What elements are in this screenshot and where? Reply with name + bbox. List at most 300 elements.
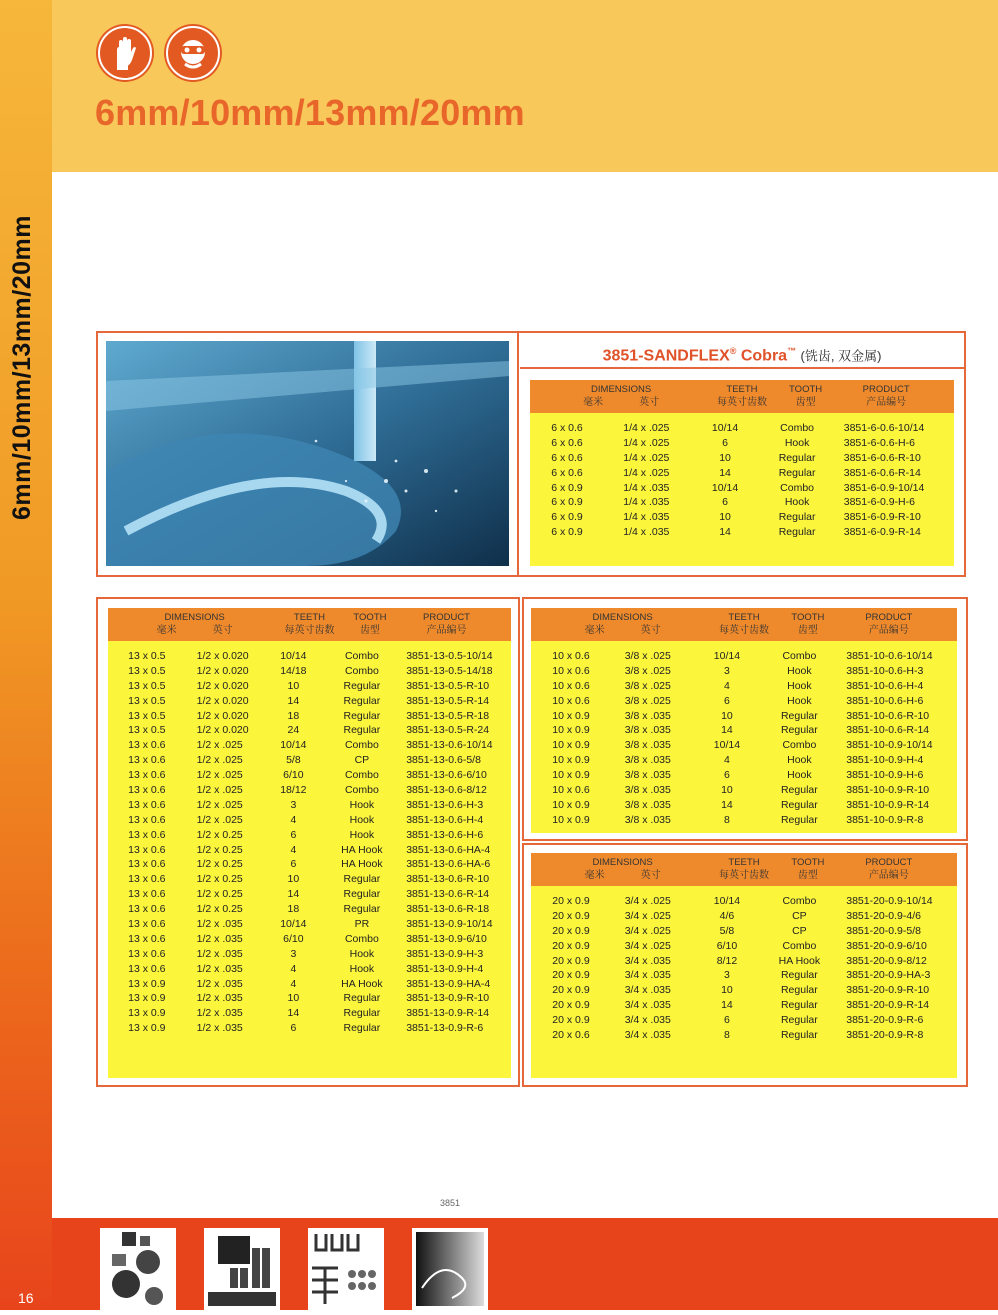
table-cell: 3851-10-0.9-R-14 — [846, 798, 930, 811]
table-cell: 4 — [724, 679, 730, 692]
table-row — [531, 1028, 957, 1043]
table-cell: Regular — [778, 526, 816, 539]
column-header-tooth — [346, 611, 394, 637]
table-cell: 3/8 x .035 — [624, 798, 671, 811]
table-cell: 3851-13-0.6-H-3 — [406, 798, 484, 811]
spec-table-t20 — [531, 853, 957, 1078]
column-label: PRODUCT — [865, 612, 913, 623]
table-cell: 10 — [719, 511, 731, 524]
table-cell: 13 x 0.6 — [128, 903, 166, 916]
table-row — [531, 723, 957, 738]
table-body — [530, 413, 954, 540]
table-cell: 3851-6-0.6-R-10 — [843, 451, 921, 464]
table-cell: 3/4 x .035 — [624, 999, 671, 1012]
table-cell: 1/4 x .025 — [623, 436, 670, 449]
table-row — [108, 679, 511, 694]
table-cell: 3851-20-0.9-HA-3 — [846, 969, 931, 982]
table-cell: 13 x 0.6 — [128, 813, 166, 826]
table-cell: 6/10 — [283, 932, 304, 945]
table-cell: Regular — [780, 1029, 818, 1042]
table-cell: 3/8 x .025 — [624, 650, 671, 662]
table-cell: Regular — [780, 969, 818, 982]
table-cell: Regular — [343, 679, 381, 692]
table-cell: 13 x 0.6 — [128, 858, 166, 871]
column-label-mm: 毫米 — [156, 625, 177, 636]
table-cell: CP — [792, 924, 807, 937]
table-row — [531, 783, 957, 798]
table-cell: 13 x 0.9 — [128, 1007, 166, 1020]
table-cell: 3851-13-0.6-R-18 — [406, 903, 490, 916]
column-label-mm: 毫米 — [584, 625, 605, 636]
table-row — [108, 977, 511, 992]
table-cell: 3851-13-0.9-HA-4 — [406, 977, 491, 990]
column-header-dimensions — [551, 383, 691, 409]
table-cell: 13 x 0.5 — [128, 724, 166, 737]
table-cell: 1/4 x .035 — [623, 481, 670, 494]
table-cell: 6 x 0.9 — [551, 481, 583, 494]
table-row — [108, 694, 511, 709]
table-cell: 10 — [721, 984, 733, 997]
table-cell: 10/14 — [280, 918, 307, 931]
spec-table-t6 — [530, 380, 954, 566]
table-cell: 10 — [287, 992, 300, 1005]
trademark-mark: ™ — [787, 346, 797, 356]
table-cell: 3851-6-0.9-H-6 — [843, 496, 915, 509]
table-cell: 1/2 x .035 — [196, 1007, 243, 1020]
product-title-sub: Cobra — [736, 347, 788, 365]
table-cell: HA Hook — [341, 843, 383, 856]
table-cell: 3/4 x .035 — [624, 1029, 671, 1042]
table-cell: 13 x 0.6 — [128, 754, 166, 767]
table-header — [531, 608, 957, 641]
column-label: DIMENSIONS — [164, 612, 225, 623]
table-cell: Regular — [780, 709, 818, 722]
table-cell: 1/2 x .035 — [196, 1022, 243, 1035]
table-cell: 13 x 0.9 — [128, 1022, 166, 1035]
table-cell: 3851-6-0.6-H-6 — [843, 436, 915, 449]
table-cell: Regular — [343, 1007, 381, 1020]
table-row — [108, 723, 511, 738]
table-cell: 3851-6-0.9-R-14 — [843, 526, 921, 539]
table-cell: 13 x 0.9 — [128, 992, 166, 1005]
table-cell: 3851-10-0.6-R-14 — [846, 724, 930, 737]
table-cell: 20 x 0.9 — [552, 954, 590, 967]
table-cell: 13 x 0.6 — [128, 798, 166, 811]
table-cell: 1/2 x 0.25 — [196, 873, 243, 886]
table-cell: 13 x 0.5 — [128, 709, 166, 722]
table-cell: 3851-13-0.6-H-4 — [406, 813, 484, 826]
table-row — [531, 909, 957, 924]
table-cell: 13 x 0.6 — [128, 947, 166, 960]
table-row — [531, 798, 957, 813]
table-row — [108, 902, 511, 917]
table-cell: Hook — [787, 694, 812, 707]
table-cell: 10 x 0.6 — [552, 650, 590, 662]
table-cell: 20 x 0.9 — [552, 969, 590, 982]
table-cell: 4 — [290, 843, 297, 856]
table-cell: Regular — [778, 466, 816, 479]
goggles-icon — [166, 26, 220, 80]
table-cell: 3851-20-0.9-4/6 — [846, 909, 921, 922]
table-cell: 10 — [287, 679, 300, 692]
table-cell: 3851-13-0.5-R-10 — [406, 679, 490, 692]
table-cell: 1/4 x .025 — [623, 451, 670, 464]
table-row — [108, 798, 511, 813]
table-cell: 3851-6-0.6-10/14 — [843, 422, 925, 434]
table-cell: 3851-10-0.9-R-10 — [846, 784, 930, 797]
table-cell: 3851-13-0.6-H-6 — [406, 828, 484, 841]
column-label: DIMENSIONS — [592, 857, 653, 868]
column-label: TOOTH — [791, 857, 825, 868]
column-label-cn: 齿型 — [795, 397, 816, 408]
column-header-tooth — [780, 383, 831, 409]
table-cell: 6 x 0.6 — [551, 451, 583, 464]
table-row — [108, 753, 511, 768]
table-cell: 20 x 0.9 — [552, 984, 590, 997]
table-cell: 3851-13-0.6-R-10 — [406, 873, 490, 886]
product-title — [520, 333, 964, 369]
table-cell: 10 x 0.6 — [552, 694, 590, 707]
table-cell: 3851-13-0.6-6/10 — [406, 769, 487, 782]
table-cell: 6 x 0.6 — [551, 422, 583, 434]
table-cell: HA Hook — [341, 858, 383, 871]
table-cell: 3851-20-0.9-5/8 — [846, 924, 921, 937]
table-cell: 3/4 x .025 — [624, 895, 671, 907]
column-label-cn: 每英寸齿数 — [284, 625, 335, 636]
table-cell: Hook — [787, 754, 812, 767]
table-row — [531, 813, 957, 828]
column-label: TEETH — [726, 384, 758, 395]
table-cell: 20 x 0.9 — [552, 895, 590, 907]
table-cell: Regular — [780, 1014, 818, 1027]
column-label: DIMENSIONS — [591, 384, 652, 395]
table-cell: 18 — [287, 709, 300, 722]
table-cell: 3851-13-0.6-R-14 — [406, 888, 490, 901]
table-cell: Combo — [344, 650, 379, 662]
table-cell: 3/4 x .025 — [624, 939, 671, 952]
table-cell: 6 — [290, 828, 297, 841]
bandsaw-photo — [106, 341, 509, 566]
table-cell: 3/8 x .035 — [624, 754, 671, 767]
headline: 6mm/10mm/13mm/20mm — [95, 92, 525, 133]
table-cell: 20 x 0.6 — [552, 1029, 590, 1042]
table-cell: 1/2 x 0.020 — [196, 724, 249, 737]
table-cell: 10/14 — [713, 895, 741, 907]
table-cell: 3851-10-0.6-H-6 — [846, 694, 924, 707]
table-cell: 13 x 0.5 — [128, 694, 166, 707]
table-cell: 18/12 — [280, 784, 307, 797]
table-row — [530, 481, 954, 496]
table-cell: 6 — [722, 496, 728, 509]
table-cell: 3/4 x .035 — [624, 1014, 671, 1027]
table-cell: 1/2 x .035 — [196, 977, 243, 990]
table-cell: 10 x 0.9 — [552, 769, 590, 782]
page-number: 16 — [18, 1290, 34, 1306]
column-header-product — [829, 611, 948, 637]
table-cell: Regular — [780, 984, 818, 997]
table-cell: 13 x 0.6 — [128, 843, 166, 856]
table-cell: 10 — [721, 709, 733, 722]
table-row — [531, 753, 957, 768]
table-cell: Regular — [780, 999, 818, 1012]
table-cell: 6 — [724, 694, 730, 707]
side-title: 6mm/10mm/13mm/20mm — [8, 215, 36, 520]
table-cell: 3/8 x .035 — [624, 739, 671, 752]
table-cell: Combo — [344, 739, 379, 752]
table-row — [108, 917, 511, 932]
column-label-cn: 齿型 — [359, 625, 380, 636]
table-row — [531, 694, 957, 709]
table-cell: Combo — [782, 939, 817, 952]
table-cell: 3/8 x .025 — [624, 694, 671, 707]
column-header-product — [390, 611, 503, 637]
table-cell: 3 — [724, 664, 730, 677]
table-cell: 3851-13-0.9-R-10 — [406, 992, 490, 1005]
table-cell: 10 — [719, 451, 731, 464]
table-cell: 1/2 x 0.25 — [196, 858, 243, 871]
table-cell: 3851-20-0.9-R-10 — [846, 984, 930, 997]
table-cell: 3851-20-0.9-R-8 — [846, 1029, 924, 1042]
table-row — [531, 998, 957, 1013]
table-cell: 3851-13-0.5-14/18 — [406, 664, 493, 677]
table-row — [531, 1013, 957, 1028]
table-cell: Combo — [344, 769, 379, 782]
table-cell: 13 x 0.6 — [128, 784, 166, 797]
table-cell: 3851-13-0.6-HA-6 — [406, 858, 491, 871]
column-label: TEETH — [728, 857, 760, 868]
table-cell: 1/2 x .035 — [196, 918, 243, 931]
table-cell: 3851-10-0.6-R-10 — [846, 709, 930, 722]
column-header-product — [827, 383, 946, 409]
table-cell: Regular — [343, 888, 381, 901]
table-row — [531, 709, 957, 724]
column-header-teeth — [691, 383, 793, 409]
table-cell: 10 x 0.9 — [552, 724, 590, 737]
table-cell: 1/2 x 0.25 — [196, 903, 243, 916]
table-cell: 3851-13-0.6-10/14 — [406, 739, 493, 752]
table-row — [531, 968, 957, 983]
table-cell: 6 — [290, 1022, 297, 1035]
table-cell: 14/18 — [280, 664, 307, 677]
table-cell: 1/2 x 0.25 — [196, 888, 243, 901]
table-cell: 3851-20-0.9-8/12 — [846, 954, 927, 967]
table-cell: 1/2 x 0.25 — [196, 828, 243, 841]
table-cell: 10 x 0.9 — [552, 739, 590, 752]
table-cell: 14 — [287, 1007, 300, 1020]
table-row — [531, 738, 957, 753]
table-cell: 13 x 0.6 — [128, 888, 166, 901]
table-cell: Regular — [343, 1022, 381, 1035]
table-cell: 3/4 x .025 — [624, 924, 671, 937]
column-label-cn: 产品编号 — [426, 625, 467, 636]
table-cell: 3851-20-0.9-R-6 — [846, 1014, 924, 1027]
table-cell: 3/8 x .035 — [624, 709, 671, 722]
table-cell: 1/2 x .025 — [196, 769, 243, 782]
table-body — [531, 886, 957, 1043]
table-cell: Regular — [343, 724, 381, 737]
table-cell: Regular — [780, 784, 818, 797]
table-row — [108, 872, 511, 887]
table-cell: 3/8 x .035 — [624, 784, 671, 797]
table-cell: 10 x 0.6 — [552, 784, 590, 797]
column-label-inch: 英寸 — [212, 625, 233, 636]
column-label: DIMENSIONS — [592, 612, 653, 623]
table-cell: Regular — [780, 798, 818, 811]
table-row — [108, 1021, 511, 1036]
table-cell: 1/2 x 0.020 — [196, 709, 249, 722]
column-label-inch: 英寸 — [640, 625, 661, 636]
table-cell: 13 x 0.6 — [128, 739, 166, 752]
table-cell: 3851-6-0.9-10/14 — [843, 481, 925, 494]
table-cell: Combo — [344, 784, 379, 797]
table-cell: Combo — [780, 422, 815, 434]
table-cell: Hook — [349, 828, 375, 841]
table-cell: CP — [792, 909, 807, 922]
table-cell: 3851-13-0.6-8/12 — [406, 784, 487, 797]
table-cell: 1/4 x .035 — [623, 511, 670, 524]
footer-code: 3851 — [440, 1198, 461, 1208]
table-cell: 24 — [287, 724, 300, 737]
column-label: PRODUCT — [423, 612, 470, 623]
table-cell: 14 — [287, 888, 300, 901]
table-cell: 3851-20-0.9-6/10 — [846, 939, 927, 952]
table-row — [108, 1006, 511, 1021]
chips-pattern-icon — [100, 1228, 176, 1310]
table-row — [108, 857, 511, 872]
column-label-cn: 每英寸齿数 — [718, 625, 769, 636]
table-cell: 3851-10-0.9-H-6 — [846, 769, 924, 782]
table-cell: 10/14 — [711, 422, 739, 434]
table-row — [531, 649, 957, 664]
table-cell: 3851-13-0.9-H-3 — [406, 947, 484, 960]
table-cell: 3851-10-0.9-H-4 — [846, 754, 924, 767]
structural-profiles-pattern-icon — [308, 1228, 384, 1310]
table-cell: 1/2 x 0.020 — [196, 679, 249, 692]
table-cell: 13 x 0.5 — [128, 679, 166, 692]
column-header-tooth — [782, 611, 833, 637]
table-cell: 4 — [290, 962, 297, 975]
table-cell: Combo — [780, 481, 815, 494]
table-cell: 1/2 x 0.25 — [196, 843, 243, 856]
table-cell: 1/2 x 0.020 — [196, 664, 249, 677]
footer-band — [52, 1218, 998, 1310]
table-cell: 3/8 x .025 — [624, 679, 671, 692]
table-cell: 3851-6-0.9-R-10 — [843, 511, 921, 524]
table-cell: 3851-10-0.9-R-8 — [846, 813, 924, 826]
table-row — [108, 813, 511, 828]
square-blocks-pattern-icon — [204, 1228, 280, 1310]
table-cell: 13 x 0.9 — [128, 977, 166, 990]
table-cell: 6 x 0.6 — [551, 436, 583, 449]
table-cell: 3 — [724, 969, 730, 982]
table-cell: 10 — [287, 873, 300, 886]
column-label: PRODUCT — [862, 384, 910, 395]
table-cell: 3851-13-0.5-10/14 — [406, 650, 493, 662]
table-cell: 6 — [724, 769, 730, 782]
table-row — [530, 495, 954, 510]
column-label: PRODUCT — [865, 857, 913, 868]
table-cell: 3851-10-0.6-H-4 — [846, 679, 924, 692]
table-cell: Combo — [782, 895, 817, 907]
table-row — [531, 983, 957, 998]
table-cell: Regular — [343, 992, 381, 1005]
table-header — [530, 380, 954, 413]
column-header-dimensions — [552, 856, 693, 882]
table-cell: CP — [354, 754, 370, 767]
column-label-cn: 产品编号 — [868, 870, 909, 881]
registered-mark: ® — [729, 346, 737, 356]
table-cell: 13 x 0.6 — [128, 918, 166, 931]
table-cell: 1/2 x .035 — [196, 992, 243, 1005]
table-cell: 14 — [287, 694, 300, 707]
table-cell: 3851-20-0.9-10/14 — [846, 895, 933, 907]
table-row — [531, 939, 957, 954]
table-cell: 1/2 x .035 — [196, 962, 243, 975]
table-cell: 8 — [724, 813, 730, 826]
table-cell: Regular — [780, 724, 818, 737]
table-row — [108, 991, 511, 1006]
table-cell: 20 x 0.9 — [552, 939, 590, 952]
table-cell: 1/2 x .025 — [196, 784, 243, 797]
table-cell: 5/8 — [719, 924, 735, 937]
table-cell: PR — [354, 918, 370, 931]
table-cell: 3/8 x .025 — [624, 664, 671, 677]
product-title-main: 3851-SANDFLEX — [602, 347, 730, 365]
table-cell: Regular — [343, 709, 381, 722]
table-cell: 3851-10-0.6-H-3 — [846, 664, 924, 677]
column-header-teeth — [693, 856, 795, 882]
column-label-inch: 英寸 — [640, 870, 661, 881]
table-cell: Hook — [349, 813, 375, 826]
table-row — [108, 947, 511, 962]
column-label-cn: 每英寸齿数 — [716, 397, 767, 408]
table-body — [108, 641, 511, 1036]
table-row — [531, 768, 957, 783]
table-row — [108, 828, 511, 843]
table-cell: 4 — [290, 813, 297, 826]
curved-cut-pattern-icon — [412, 1228, 488, 1310]
table-cell: 20 x 0.9 — [552, 1014, 590, 1027]
column-label-mm: 毫米 — [583, 397, 604, 408]
table-cell: 3851-13-0.9-10/14 — [406, 918, 493, 931]
table-cell: 3 — [290, 947, 297, 960]
table-cell: 10/14 — [280, 739, 307, 752]
column-label-mm: 毫米 — [584, 870, 605, 881]
column-label-cn: 每英寸齿数 — [718, 870, 769, 881]
table-cell: 20 x 0.9 — [552, 909, 590, 922]
spec-table-t13 — [108, 608, 511, 1078]
table-cell: 10 x 0.9 — [552, 754, 590, 767]
table-cell: 8 — [724, 1029, 730, 1042]
table-cell: 3/8 x .035 — [624, 813, 671, 826]
table-cell: 14 — [721, 798, 733, 811]
table-cell: 1/4 x .035 — [623, 496, 670, 509]
column-header-teeth — [693, 611, 795, 637]
table-cell: Combo — [344, 932, 379, 945]
column-header-dimensions — [128, 611, 261, 637]
column-label: TOOTH — [789, 384, 823, 395]
table-cell: 1/2 x .025 — [196, 754, 243, 767]
table-cell: 3/8 x .035 — [624, 769, 671, 782]
table-cell: 10/14 — [713, 739, 741, 752]
table-cell: 3851-20-0.9-R-14 — [846, 999, 930, 1012]
table-cell: 10 x 0.6 — [552, 664, 590, 677]
table-cell: 1/4 x .025 — [623, 422, 670, 434]
table-cell: 3851-13-0.6-5/8 — [406, 754, 481, 767]
column-header-teeth — [261, 611, 358, 637]
table-cell: Regular — [343, 873, 381, 886]
table-cell: 3/4 x .035 — [624, 969, 671, 982]
